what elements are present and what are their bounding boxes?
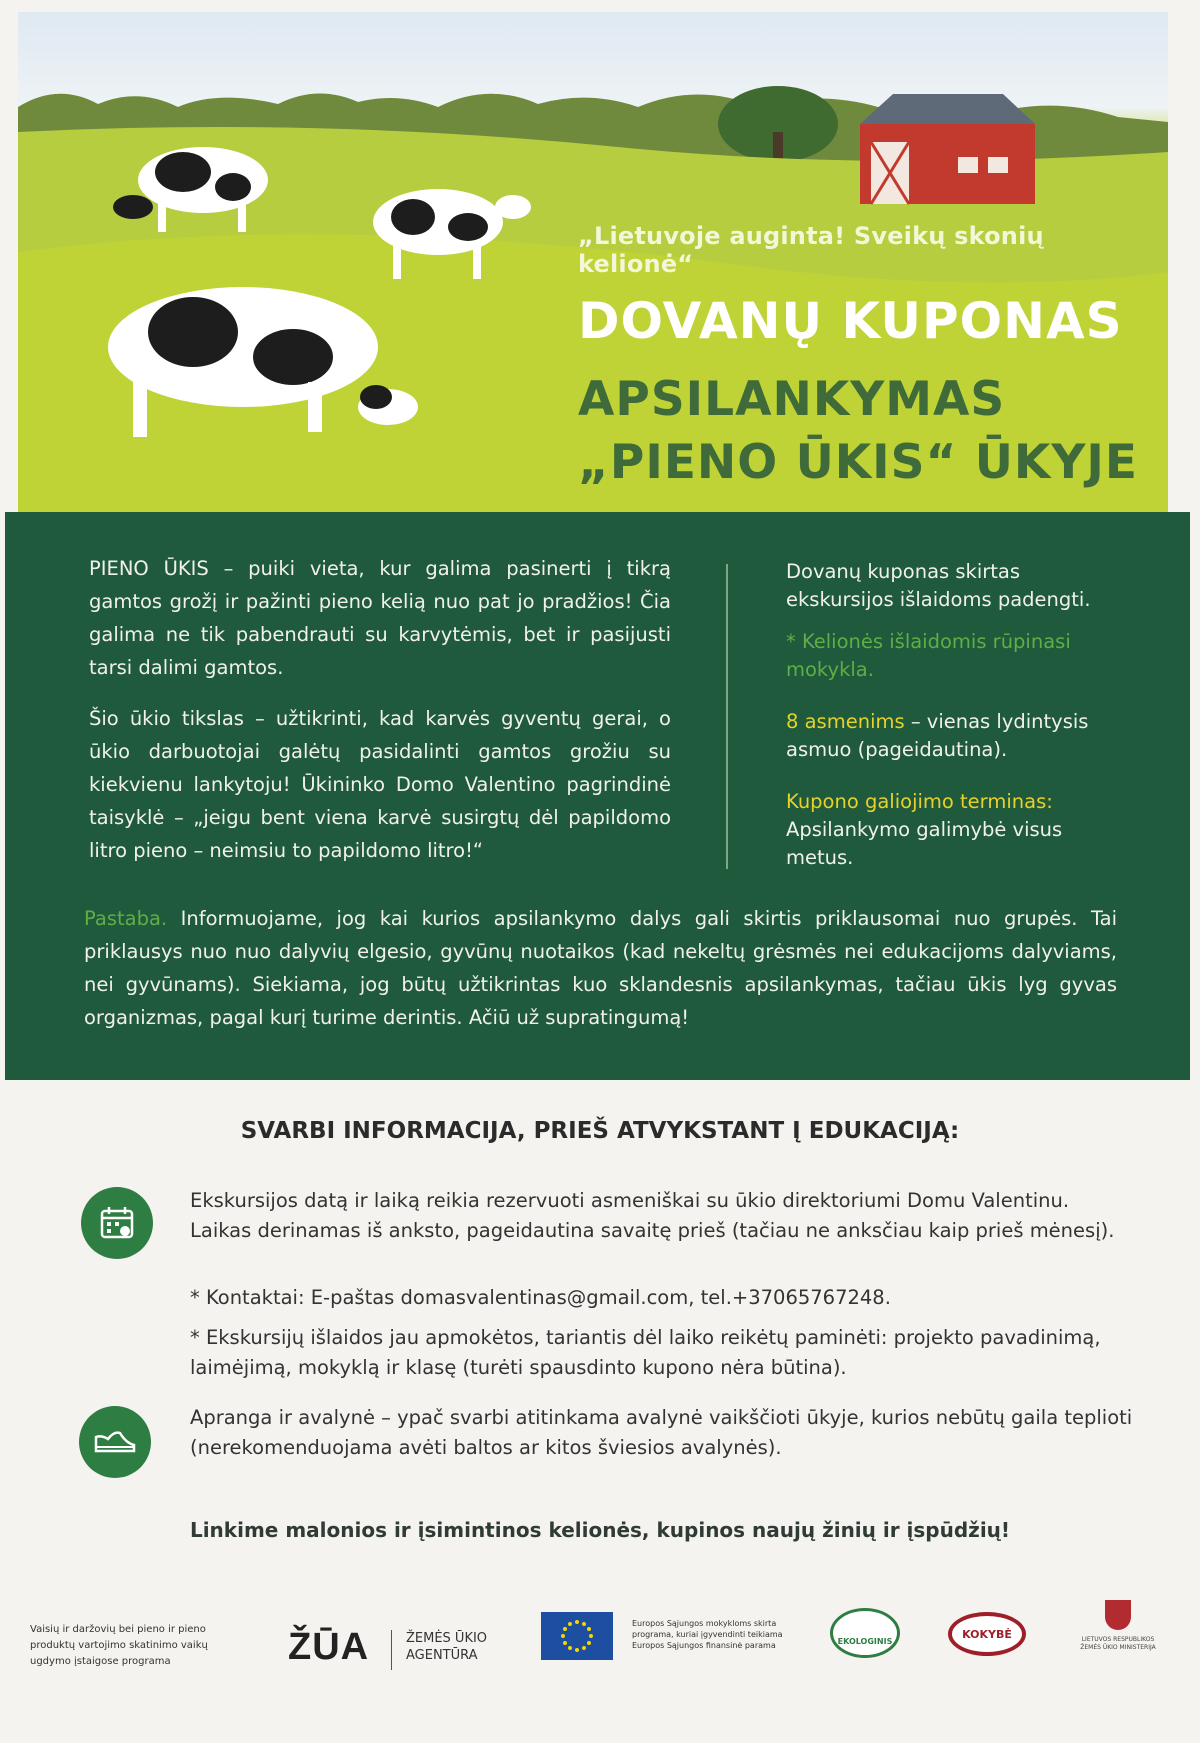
description-panel (5, 512, 1190, 1080)
coupon-details (786, 558, 1106, 872)
coupon-purpose: Dovanų kuponas skirtas ekskursijos išlaidoms padengti. (786, 560, 1091, 611)
eu-funding-text: Europos Sąjungos mokykloms skirta programa, kuriai įgyvendinti teikiama Europos Sąjungos finansinė parama (632, 1619, 783, 1650)
closing-wish: Linkime malonios ir įsimintinos kelionės, kupinos naujų žinių ir įspūdžių! (189, 1518, 1011, 1542)
note-label: Pastaba. (84, 907, 168, 930)
persons-info (786, 708, 1106, 764)
validity-label: Kupono galiojimo terminas: (786, 790, 1053, 813)
crest-icon (1105, 1600, 1131, 1630)
persons-rest: – vienas lydintysis asmuo (pageidautina). (786, 710, 1089, 761)
ministry-logo (1078, 1600, 1158, 1652)
column-divider (726, 564, 728, 869)
logo-separator (391, 1630, 392, 1670)
program-name: Vaisių ir daržovių bei pieno ir pieno produktų vartojimo skatinimo vaikų ugdymo įstaigose programa (30, 1624, 208, 1667)
reservation-info: Ekskursijos datą ir laiką reikia rezervuoti asmeniškai su ūkio direktoriumi Domu Valentinu. Laikas derinamas iš anksto, pageidautina savaitę prieš (tačiau ne anksčiau kaip prieš mėnesį). (190, 1189, 1115, 1242)
eu-flag-icon (541, 1612, 613, 1660)
subtitle-line-1: APSILANKYMAS (578, 372, 1006, 427)
barn-icon (860, 94, 1035, 204)
quality-logo (948, 1612, 1026, 1656)
contacts-line: * Kontaktai: E-paštas domasvalentinas@gmail.com, tel.+37065767248. (190, 1286, 891, 1309)
note-text: Informuojame, jog kai kurios apsilankymo dalys gali skirtis priklausomai nuo grupės. Tai priklausys nuo nuo dalyvių elgesio, gyvūnų nuotaikos (kad nekeltų grėsmės nei edukacijoms dalyviams, nei gyvūnams). Siekiama, jog būtų užtikrintas kuo sklandesnis apsilankymas, tačiau ūkis lyg gyvas organizmas, pagal kurį turime derintis. Ačiū už supratingumą! (84, 907, 1117, 1029)
zua-name: ŽEMĖS ŪKIO AGENTŪRA (406, 1631, 488, 1663)
hero-banner (18, 12, 1168, 512)
costs-note: * Ekskursijų išlaidos jau apmokėtos, tariantis dėl laiko reikėtų paminėti: projekto pavadinimą, laimėjimą, mokyklą ir klasę (turėti spausdinto kupono nėra būtina). (190, 1326, 1101, 1379)
subtitle-line-2: „PIENO ŪKIS“ ŪKYJE (578, 435, 1138, 490)
persons-highlight: 8 asmenims (786, 710, 905, 733)
kokybe-label: KOKYBĖ (962, 1627, 1012, 1641)
info-heading: SVARBI INFORMACIJA, PRIEŠ ATVYKSTANT Į EDUKACIJĄ: (240, 1118, 960, 1144)
clothing-info: Apranga ir avalynė – ypač svarbi atitinkama avalynė vaikščioti ūkyje, kurios nebūtų gaila teplioti (nerekomenduojama avėti baltos ar kitos šviesios avalynės). (190, 1406, 1133, 1459)
zua-logo: ŽŪA (288, 1626, 370, 1668)
tagline: „Lietuvoje auginta! Sveikų skonių kelionė“ (578, 222, 1044, 278)
farm-description (89, 552, 671, 867)
ministry-label: LIETUVOS RESPUBLIKOS ŽEMĖS ŪKIO MINISTERIJA (1080, 1636, 1156, 1651)
description-paragraph: Šio ūkio tikslas – užtikrinti, kad karvės gyventų gerai, o ūkio darbuotojai galėtų pasidalinti gamtos grožiu su kiekvienu lankytoju! Ūkininko Domo Valentino pagrindinė taisyklė – „jeigu bent viena karvė susirgtų dėl papildomo litro pieno – neimsiu to papildomo litro!“ (89, 707, 671, 862)
description-paragraph: PIENO ŪKIS – puiki vieta, kur galima pasinerti į tikrą gamtos grožį ir pažinti pieno kelią nuo pat jo pradžios! Čia galima ne tik pabendrauti su karvytėmis, bet ir pasijusti tarsi dalimi gamtos. (89, 557, 671, 679)
calendar-icon (81, 1187, 153, 1259)
hero-text-block (578, 222, 1138, 494)
eko-label: EKOLOGINIS (837, 1636, 893, 1646)
travel-cost-note: * Kelionės išlaidomis rūpinasi mokykla. (786, 630, 1071, 681)
page-title: DOVANŲ KUPONAS (578, 292, 1123, 350)
validity-text: Apsilankymo galimybė visus metus. (786, 818, 1063, 869)
ecological-logo (830, 1608, 900, 1658)
note-paragraph (84, 902, 1117, 1034)
shoe-icon (79, 1406, 151, 1478)
